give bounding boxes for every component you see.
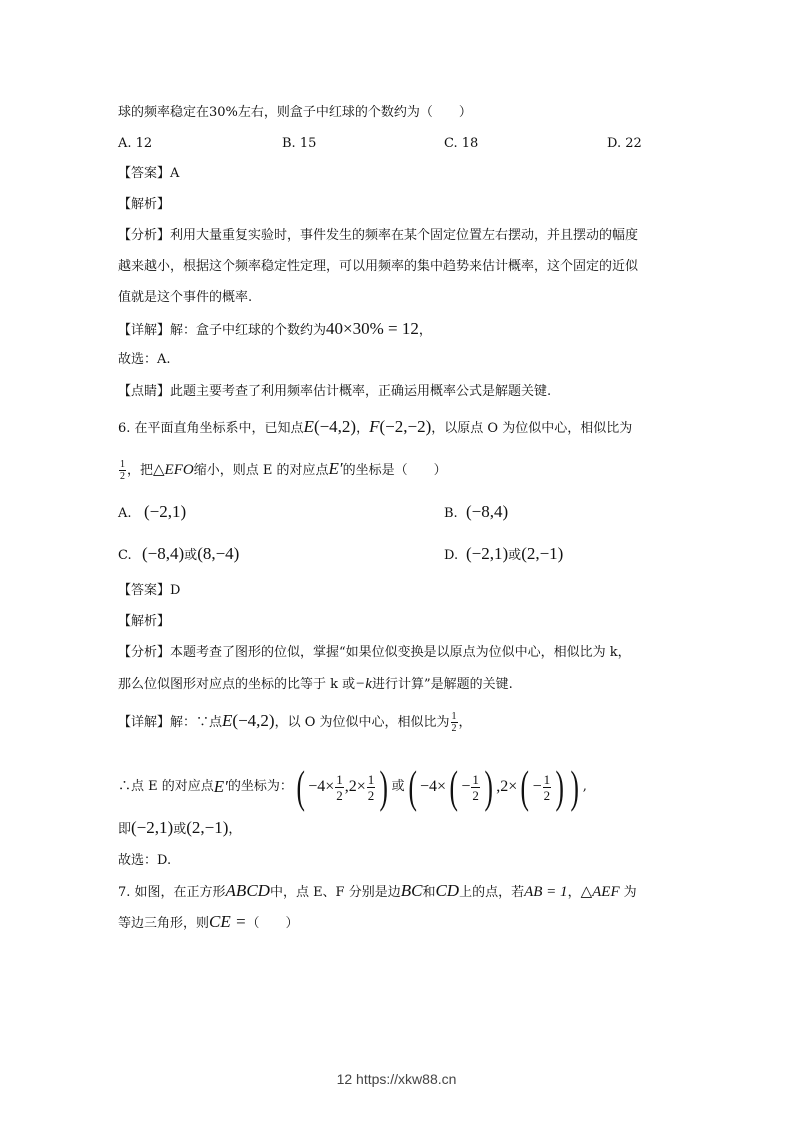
fraction-numerator: 1 — [367, 771, 375, 787]
minus-sign: − — [532, 778, 542, 795]
paren-open: ( — [296, 761, 305, 812]
triangle-aef: △AEF — [580, 884, 620, 900]
q7-text-a: 7. 如图，在正方形 — [118, 885, 226, 900]
q5-option-a: A. 12 — [118, 136, 153, 151]
q6-ji-line — [118, 819, 241, 839]
ji-text: 即 — [118, 822, 132, 837]
q6-text-b: ，以原点 O 为位似中心，相似比为 — [431, 421, 633, 436]
q6-text-c: ，把 — [127, 463, 154, 478]
xiangjie-text-a: 解：∵点 — [170, 715, 223, 730]
ji-first: (−2,1) — [131, 818, 174, 837]
ji-end: ， — [228, 822, 242, 837]
xiangjie-text-b: ，以 O 为位似中心，相似比为 — [274, 715, 450, 730]
expr-term: −4× — [308, 778, 335, 795]
q7-text-d: ， — [567, 885, 581, 900]
fraction-numerator: 1 — [336, 771, 343, 787]
q6-text-e: 的坐标是（ ） — [342, 463, 447, 478]
q6-fenxi-l1 — [118, 644, 631, 662]
q6-guxuan: 故选：D. — [118, 853, 172, 868]
paren-close: ) — [555, 761, 564, 812]
or-text: 或 — [173, 822, 187, 837]
paren-open: ( — [408, 761, 417, 812]
ce-equals: CE = — [209, 912, 247, 931]
triangle-efo: △EFO — [153, 462, 194, 478]
fenxi-text: 利用大量重复实验时，事件发生的频率在某个固定位置左右摆动，并且摆动的幅度 — [170, 228, 639, 243]
dianjing-tag: 【点睛】 — [118, 384, 171, 399]
square-abcd: ABCD — [225, 881, 270, 900]
xiangjie-expr: 40×30% = 12 — [326, 319, 419, 338]
q5-fenxi-l1 — [118, 227, 638, 245]
fraction-numerator: 1 — [472, 771, 479, 787]
q5-option-c: C. 18 — [444, 136, 479, 151]
point-e-coord: (−4,2) — [232, 711, 275, 730]
fraction — [335, 772, 344, 803]
fenxi-tag: 【分析】 — [118, 645, 171, 660]
q6-analysis-tag: 【解析】 — [118, 614, 171, 629]
answer-tag: 【答案】 — [118, 583, 171, 598]
option-a-label: A. — [118, 506, 132, 521]
option-a-value: (−2,1) — [144, 502, 187, 521]
q5-guxuan: 故选：A. — [118, 352, 171, 367]
ab-equals-1: AB = 1 — [524, 884, 568, 900]
dianjing-text: 此题主要考查了利用频率估计概率，正确运用概率公式是解题关键. — [170, 384, 552, 399]
option-d-value — [466, 545, 563, 565]
so-text-a: ∴点 E 的对应点 — [118, 779, 214, 794]
neg-k: −k — [355, 676, 372, 692]
q6-stem-l1 — [118, 418, 632, 438]
option-c-second: (8,−4) — [197, 544, 240, 563]
expr-term: ,2× — [344, 778, 366, 795]
expr-term: −4× — [419, 778, 447, 795]
point-e-prime: E′ — [328, 459, 343, 478]
option-d-label: D. — [444, 548, 459, 563]
side-bc: BC — [400, 881, 423, 900]
option-b-value: (−8,4) — [466, 502, 509, 521]
q6-stem-l2 — [118, 459, 447, 482]
q7-stem-l2 — [118, 913, 298, 933]
q6-xiangjie: 【详解】解：∵点E(−4,2)，以 O 为位似中心，相似比为 $\frac{1}{2}$ ， — [118, 711, 472, 734]
fraction — [471, 772, 480, 803]
so-text-b: 的坐标为： — [227, 779, 293, 794]
answer-tag: 【答案】 — [118, 166, 171, 181]
paren-close: ) — [484, 761, 493, 812]
fraction-denominator: 2 — [472, 787, 479, 803]
option-c-label: C. — [118, 548, 132, 563]
paren-open: ( — [520, 761, 530, 812]
or-text: 或 — [508, 548, 522, 563]
fraction-numerator: 1 — [451, 711, 457, 722]
page-footer: 12 https://xkw88.cn — [336, 1071, 457, 1087]
fraction-denominator: 2 — [367, 787, 375, 803]
ratio-fraction — [451, 711, 458, 734]
fraction-denominator: 2 — [336, 787, 343, 803]
fraction-numerator: 1 — [120, 459, 125, 470]
q5-fenxi-l2: 越来越小，根据这个频率稳定性定理，可以用频率的集中趋势来估计概率，这个固定的近似 — [118, 259, 639, 274]
ji-second: (2,−1) — [186, 818, 229, 837]
side-cd: CD — [435, 881, 460, 900]
point-e: E — [303, 417, 314, 436]
xiangjie-end: ， — [418, 323, 432, 338]
fraction — [367, 772, 376, 803]
fenxi-text: 本题考查了图形的位似，掌握“如果位似变换是以原点为位似中心，相似比为 k， — [170, 645, 631, 660]
option-d-second: (2,−1) — [521, 544, 564, 563]
fenxi-tag: 【分析】 — [118, 228, 171, 243]
q7-text-f: 等边三角形，则 — [118, 916, 210, 931]
point-e-prime: E′ — [213, 777, 228, 796]
q5-answer — [118, 165, 179, 183]
xiangjie-tag: 【详解】 — [118, 323, 171, 338]
point-e: E — [222, 711, 233, 730]
answer-value: D — [170, 583, 181, 598]
q7-stem-l1 — [118, 882, 637, 902]
xiangjie-text: 解：盒子中红球的个数约为 — [170, 323, 327, 338]
q7-text-g: （ ） — [246, 916, 299, 931]
q5-option-b: B. 15 — [282, 136, 317, 151]
xiangjie-tag: 【详解】 — [118, 715, 171, 730]
q5-option-d: D. 22 — [607, 136, 642, 151]
ratio-fraction — [119, 459, 126, 482]
q7-text-e: 为 — [623, 885, 637, 900]
fraction-denominator: 2 — [451, 723, 457, 734]
paren-close: ) — [570, 761, 580, 812]
minus-sign: − — [461, 778, 471, 795]
fraction-denominator: 2 — [120, 471, 125, 482]
comma: ， — [356, 421, 370, 436]
q6-text-a: 6. 在平面直角坐标系中，已知点 — [118, 421, 304, 436]
fenxi-text-2: 那么位似图形对应点的坐标的比等于 k 或 — [118, 677, 356, 692]
option-b-label: B. — [444, 506, 458, 521]
paren-close: ) — [379, 761, 389, 812]
point-f-coord: (−2,−2) — [379, 417, 432, 436]
he-text: 和 — [422, 885, 436, 900]
q6-answer — [118, 582, 180, 600]
q5-xiangjie — [118, 320, 432, 340]
paren-open: ( — [449, 761, 458, 812]
or-text: 或 — [391, 779, 405, 794]
point-e-coord: (−4,2) — [313, 417, 357, 436]
point-f: F — [369, 417, 380, 436]
or-text: 或 — [184, 548, 198, 563]
q7-text-c: 上的点，若 — [459, 885, 525, 900]
option-d-first: (−2,1) — [466, 544, 509, 563]
q5-stem-end: 球的频率稳定在30%左右，则盒子中红球的个数约为（ ） — [118, 105, 472, 120]
fenxi-text-3: 进行计算”是解题的关键. — [371, 677, 513, 692]
option-c-value — [142, 545, 239, 565]
q6-so-line: ∴点 E 的对应点E′的坐标为：( −4× $\frac{1}{2}$ ,2× $\frac{1}{2}$ ) 或( −4×( − $\frac{1}{2}$ ) ,2×( − $\frac{1}{2}$ ) ) , — [118, 761, 587, 812]
q5-dianjing — [118, 383, 551, 401]
q5-fenxi-l3: 值就是这个事件的概率. — [118, 290, 253, 305]
fraction-denominator: 2 — [543, 787, 551, 803]
q6-text-d: 缩小，则点 E 的对应点 — [193, 463, 329, 478]
q7-text-b: 中，点 E、F 分别是边 — [269, 885, 401, 900]
option-c-first: (−8,4) — [142, 544, 185, 563]
expr-term: ,2× — [496, 778, 518, 795]
fraction-numerator: 1 — [543, 771, 551, 787]
fraction — [543, 772, 552, 803]
answer-value: A — [170, 166, 180, 181]
q5-analysis-tag: 【解析】 — [118, 197, 171, 212]
q6-fenxi-l2 — [118, 675, 513, 694]
